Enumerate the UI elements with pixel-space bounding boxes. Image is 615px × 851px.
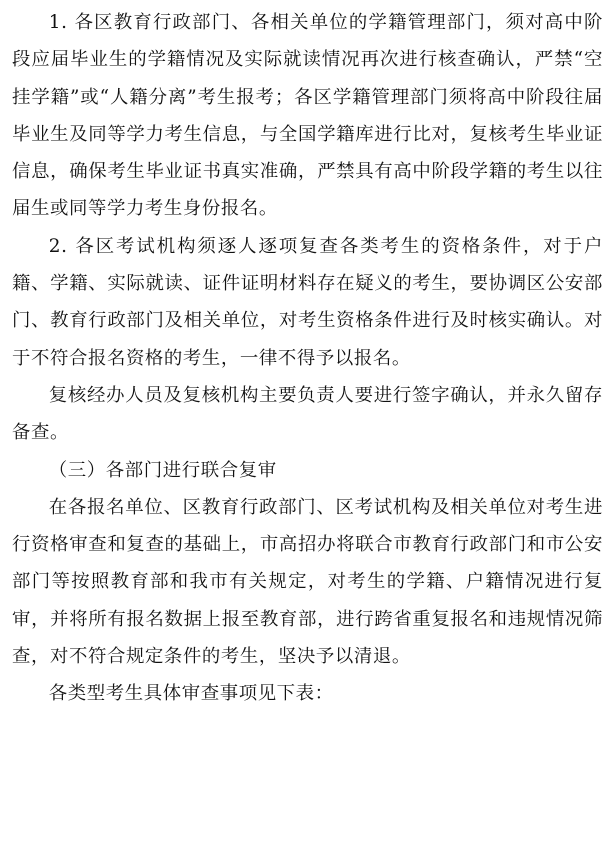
section-heading: （三）各部门进行联合复审: [48, 459, 277, 481]
paragraph-joint-review: 在各报名单位、区教育行政部门、区考试机构及相关单位对考生进行资格审查和复查的基础上，市高招办将联合市教育行政部门和市公安部门等按照教育部和我市有关规定，对考生的学籍、户籍情况进行复审，并将所有报名数据上报至教育部，进行跨省重复报名和违规情况筛查，对不符合规定条件的考生，坚决予以清退。: [12, 496, 603, 668]
paragraph-table-intro: 各类型考生具体审查事项见下表：: [48, 683, 334, 705]
paragraph-signature-confirmation: 复核经办人员及复核机构主要负责人要进行签字确认，并永久留存备查。: [12, 384, 603, 444]
paragraph-2-exam-agency-review: 2. 各区考试机构须逐人逐项复查各类考生的资格条件，对于户籍、学籍、实际就读、证件证明材料存在疑义的考生，要协调区公安部门、教育行政部门及相关单位，对考生资格条件进行及时核实确认。对于不符合报名资格的考生，一律不得予以报名。: [12, 235, 603, 369]
paragraph-1-student-status-review: 1. 各区教育行政部门、各相关单位的学籍管理部门，须对高中阶段应届毕业生的学籍情况及实际就读情况再次进行核查确认，严禁“空挂学籍”或“人籍分离”考生报考；各区学籍管理部门须将高中阶段往届毕业生及同等学力考生信息，与全国学籍库进行比对，复核考生毕业证信息，确保考生毕业证书真实准确，严禁具有高中阶段学籍的考生以往届生或同等学力考生身份报名。: [12, 12, 603, 220]
